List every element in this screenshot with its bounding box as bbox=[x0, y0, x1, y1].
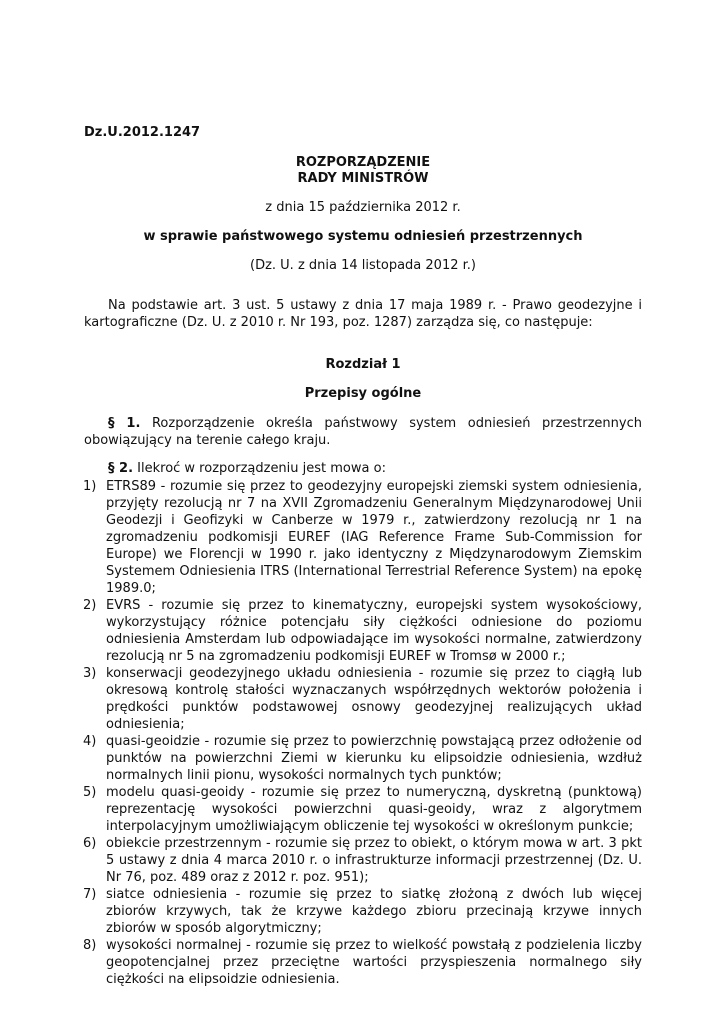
chapter-number: Rozdział 1 bbox=[325, 357, 401, 372]
list-item bbox=[84, 835, 642, 886]
section-2-mark: § 2. bbox=[108, 461, 134, 476]
list-item-text: konserwacji geodezyjnego układu odniesienia - rozumie się przez to ciągłą lub okresową kontrolę stałości wyznaczanych współrzędnych wektorów położenia i prędkości punktów podstawowej osnowy geodezyjnej realizujących układ odniesienia; bbox=[106, 666, 642, 732]
section-1-text: Rozporządzenie określa państwowy system odniesień przestrzennych obowiązujący na terenie całego kraju. bbox=[84, 416, 642, 448]
chapter-name: Przepisy ogólne bbox=[304, 386, 422, 401]
section-1-mark: § 1. bbox=[108, 416, 141, 431]
list-item-text: quasi-geoidzie - rozumie się przez to powierzchnię powstającą przez odłożenie od punktów na powierzchni Ziemi w kierunku ku elipsoidzie odniesienia, wzdłuż normalnych linii pionu, wysokości normalnych tych punktów; bbox=[106, 734, 642, 783]
section-2-intro-text: Ilekroć w rozporządzeniu jest mowa o: bbox=[137, 461, 386, 476]
list-item-text: ETRS89 - rozumie się przez to geodezyjny europejski ziemski system odniesienia, przyjęty rezolucją nr 7 na XVII Zgromadzeniu Generalnym Międzynarodowej Unii Geodezji i Geofizyki w Canberze w 1979 r., zatwierdzony rezolucją nr 1 na zgromadzeniu podkomisji EUREF (IAG Reference Frame Sub-Commission for Europe) we Florencji w 1990 r. jako identyczny z Międzynarodowym Ziemskim Systemem Odniesienia ITRS (International Terrestrial Reference System) na epokę 1989.0; bbox=[106, 479, 642, 596]
publication-note: (Dz. U. z dnia 14 listopada 2012 r.) bbox=[250, 258, 476, 273]
list-item-text: wysokości normalnej - rozumie się przez to wielkość powstałą z podzielenia liczby geopotencjalnej przez przeciętne wartości przyspieszenia normalnego siły ciężkości na elipsoidzie odniesienia. bbox=[106, 938, 642, 987]
list-item bbox=[84, 784, 642, 835]
list-item-number: 6) bbox=[83, 836, 97, 851]
list-item-text: EVRS - rozumie się przez to kinematyczny, europejski system wysokościowy, wykorzystujący różnice potencjału siły ciężkości odniesione do poziomu odniesienia Amsterdam lub odpowiadające im wysokości normalne, zatwierdzony rezolucją nr 5 na zgromadzeniu podkomisji EUREF w Tromsø w 2000 r.; bbox=[106, 598, 642, 664]
title-line-1: ROZPORZĄDZENIE bbox=[295, 155, 431, 170]
list-item bbox=[84, 665, 642, 733]
list-item-number: 5) bbox=[83, 785, 97, 800]
definitions-list bbox=[84, 478, 642, 988]
list-item-number: 2) bbox=[83, 598, 97, 613]
section-2-intro bbox=[84, 460, 642, 477]
list-item bbox=[84, 937, 642, 988]
list-item-number: 3) bbox=[83, 666, 97, 681]
list-item-text: siatce odniesienia - rozumie się przez to siatkę złożoną z dwóch lub więcej zbiorów krzywych, tak że krzywe każdego zbioru przecinają krzywe innych zbiorów w sposób algorytmiczny; bbox=[106, 887, 642, 936]
list-item-text: modelu quasi-geoidy - rozumie się przez to numeryczną, dyskretną (punktową) reprezentację wysokości powierzchni quasi-geoidy, wraz z algorytmem interpolacyjnym umożliwiającym obliczenie tej wysokości w określonym punkcie; bbox=[106, 785, 642, 834]
list-item-number: 8) bbox=[83, 938, 97, 953]
list-item-number: 7) bbox=[83, 887, 97, 902]
preamble: Na podstawie art. 3 ust. 5 ustawy z dnia 17 maja 1989 r. - Prawo geodezyjne i kartograficzne (Dz. U. z 2010 r. Nr 193, poz. 1287) zarządza się, co następuje: bbox=[84, 298, 642, 330]
section-1 bbox=[84, 415, 642, 449]
list-item-number: 1) bbox=[83, 479, 97, 494]
list-item bbox=[84, 478, 642, 597]
document-page bbox=[84, 0, 642, 1024]
list-item-text: obiekcie przestrzennym - rozumie się przez to obiekt, o którym mowa w art. 3 pkt 5 ustawy z dnia 4 marca 2010 r. o infrastrukturze informacji przestrzennej (Dz. U. Nr 76, poz. 489 oraz z 2012 r. poz. 951); bbox=[106, 836, 642, 885]
document-reference: Dz.U.2012.1247 bbox=[84, 125, 201, 140]
document-date: z dnia 15 października 2012 r. bbox=[265, 200, 461, 215]
list-item bbox=[84, 597, 642, 665]
title-line-2: RADY MINISTRÓW bbox=[297, 171, 429, 186]
list-item bbox=[84, 886, 642, 937]
list-item-number: 4) bbox=[83, 734, 97, 749]
document-subject: w sprawie państwowego systemu odniesień przestrzennych bbox=[143, 229, 583, 244]
list-item bbox=[84, 733, 642, 784]
